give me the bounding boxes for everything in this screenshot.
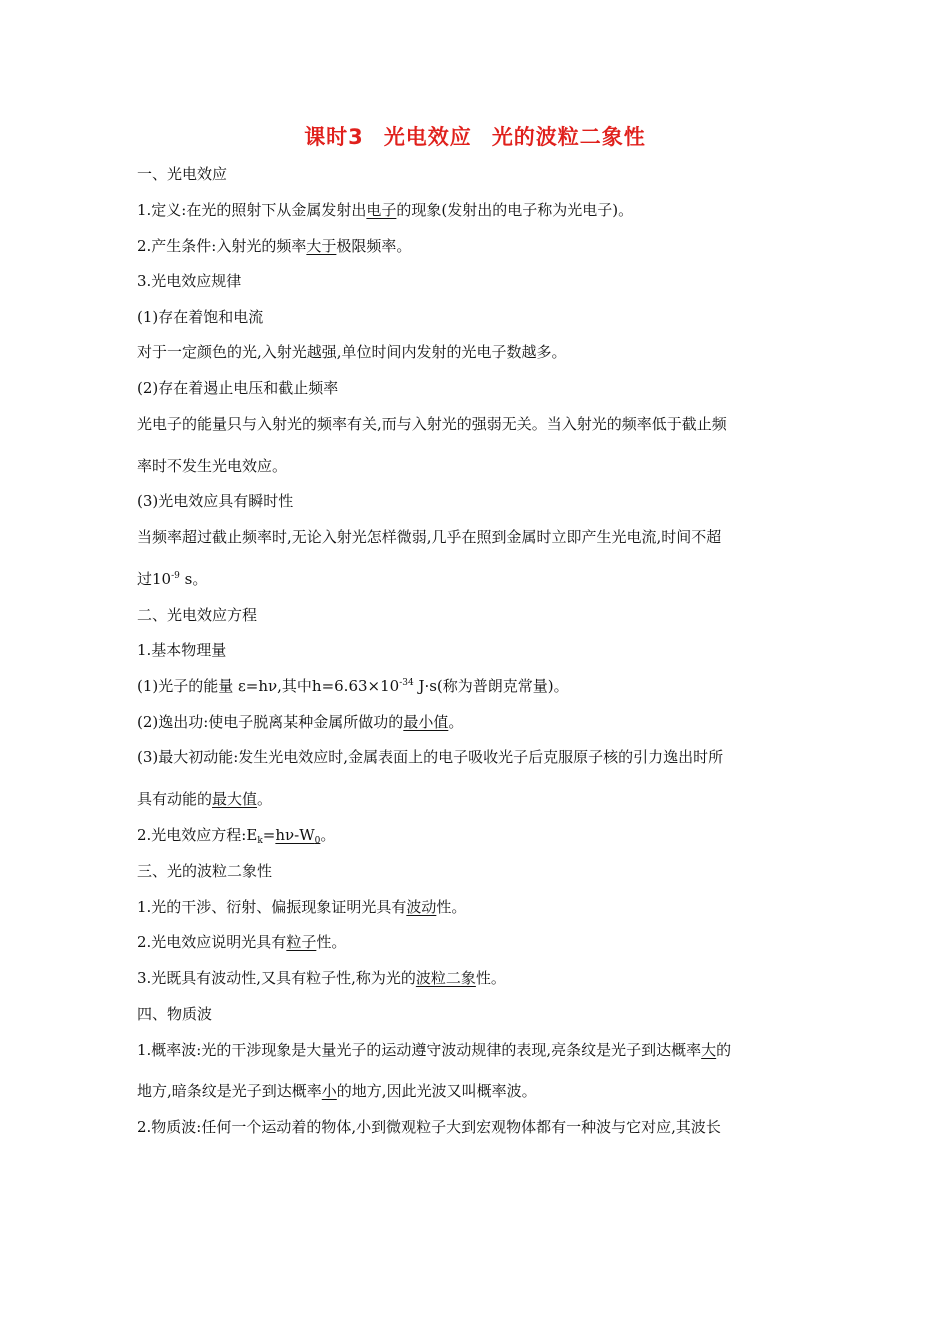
paragraph-condition: 2.产生条件:入射光的频率大于极限频率。 [137,237,412,255]
section-heading-1: 一、光电效应 [137,165,228,183]
paragraph-probability-wave-cont: 地方,暗条纹是光子到达概率小的地方,因此光波又叫概率波。 [137,1082,537,1100]
paragraph-instant-text-cont: 过$10^{-9}$ s。 [137,570,208,588]
paragraph-max-ke: (3)最大初动能:发生光电效应时,金属表面上的电子吸收光子后克服原子核的引力逸出时所 [137,748,724,766]
title-part3: 光的波粒二象性 [491,125,646,149]
paragraph-quantities: 1.基本物理量 [137,641,227,659]
blank-answer: 粒子 [286,933,317,951]
paragraph-max-ke-cont: 具有动能的最大值。 [137,790,273,808]
paragraph-instant-text: 当频率超过截止频率时,无论入射光怎样微弱,几乎在照到金属时立即产生光电流,时间不超 [137,528,722,546]
blank-answer: 波粒二象 [415,969,476,987]
title-part2: 光电效应 [383,125,472,149]
paragraph-instant: (3)光电效应具有瞬时性 [137,492,294,510]
paragraph-saturation: (1)存在着饱和电流 [137,308,264,326]
blank-answer: 大 [701,1041,717,1059]
paragraph-probability-wave: 1.概率波:光的干涉现象是大量光子的运动遵守波动规律的表现,亮条纹是光子到达概率大的 [137,1041,732,1059]
blank-answer: 大于 [306,237,337,255]
paragraph-matter-wave: 2.物质波:任何一个运动着的物体,小到微观粒子大到宏观物体都有一种波与它对应,其波长 [137,1118,721,1136]
blank-answer: 电子 [366,201,397,219]
section-heading-3: 三、光的波粒二象性 [137,862,273,880]
blank-answer: 小 [321,1082,337,1100]
blank-answer: $h\nu-W_0$ [275,826,321,846]
page-title [0,121,950,151]
section-heading-2: 二、光电效应方程 [137,606,258,624]
paragraph-wave-nature: 1.光的干涉、衍射、偏振现象证明光具有波动性。 [137,898,467,916]
section-heading-4: 四、物质波 [137,1005,213,1023]
title-part1: 课时3 [304,125,364,149]
blank-answer: 波动 [406,898,437,916]
paragraph-equation: 2.光电效应方程$:E_k=h\nu-W_0$。 [137,826,336,846]
paragraph-definition: 1.定义:在光的照射下从金属发射出电子的现象(发射出的电子称为光电子)。 [137,201,634,219]
paragraph-photon-energy: (1)光子的能量 ε=hν,其中$h=6.63\times 10^{-34}$ J·s(称为普朗克常量)。 [137,677,569,695]
paragraph-particle-nature: 2.光电效应说明光具有粒子性。 [137,933,347,951]
paragraph-stopping: (2)存在着遏止电压和截止频率 [137,379,339,397]
paragraph-saturation-text: 对于一定颜色的光,入射光越强,单位时间内发射的光电子数越多。 [137,343,567,361]
paragraph-duality: 3.光既具有波动性,又具有粒子性,称为光的波粒二象性。 [137,969,506,987]
paragraph-rules-heading: 3.光电效应规律 [137,272,242,290]
paragraph-work-function: (2)逸出功:使电子脱离某种金属所做功的最小值。 [137,713,464,731]
paragraph-stopping-text: 光电子的能量只与入射光的频率有关,而与入射光的强弱无关。当入射光的频率低于截止频 [137,415,727,433]
paragraph-stopping-text-cont: 率时不发生光电效应。 [137,457,288,475]
blank-answer: 最小值 [403,713,449,731]
blank-answer: 最大值 [212,790,258,808]
